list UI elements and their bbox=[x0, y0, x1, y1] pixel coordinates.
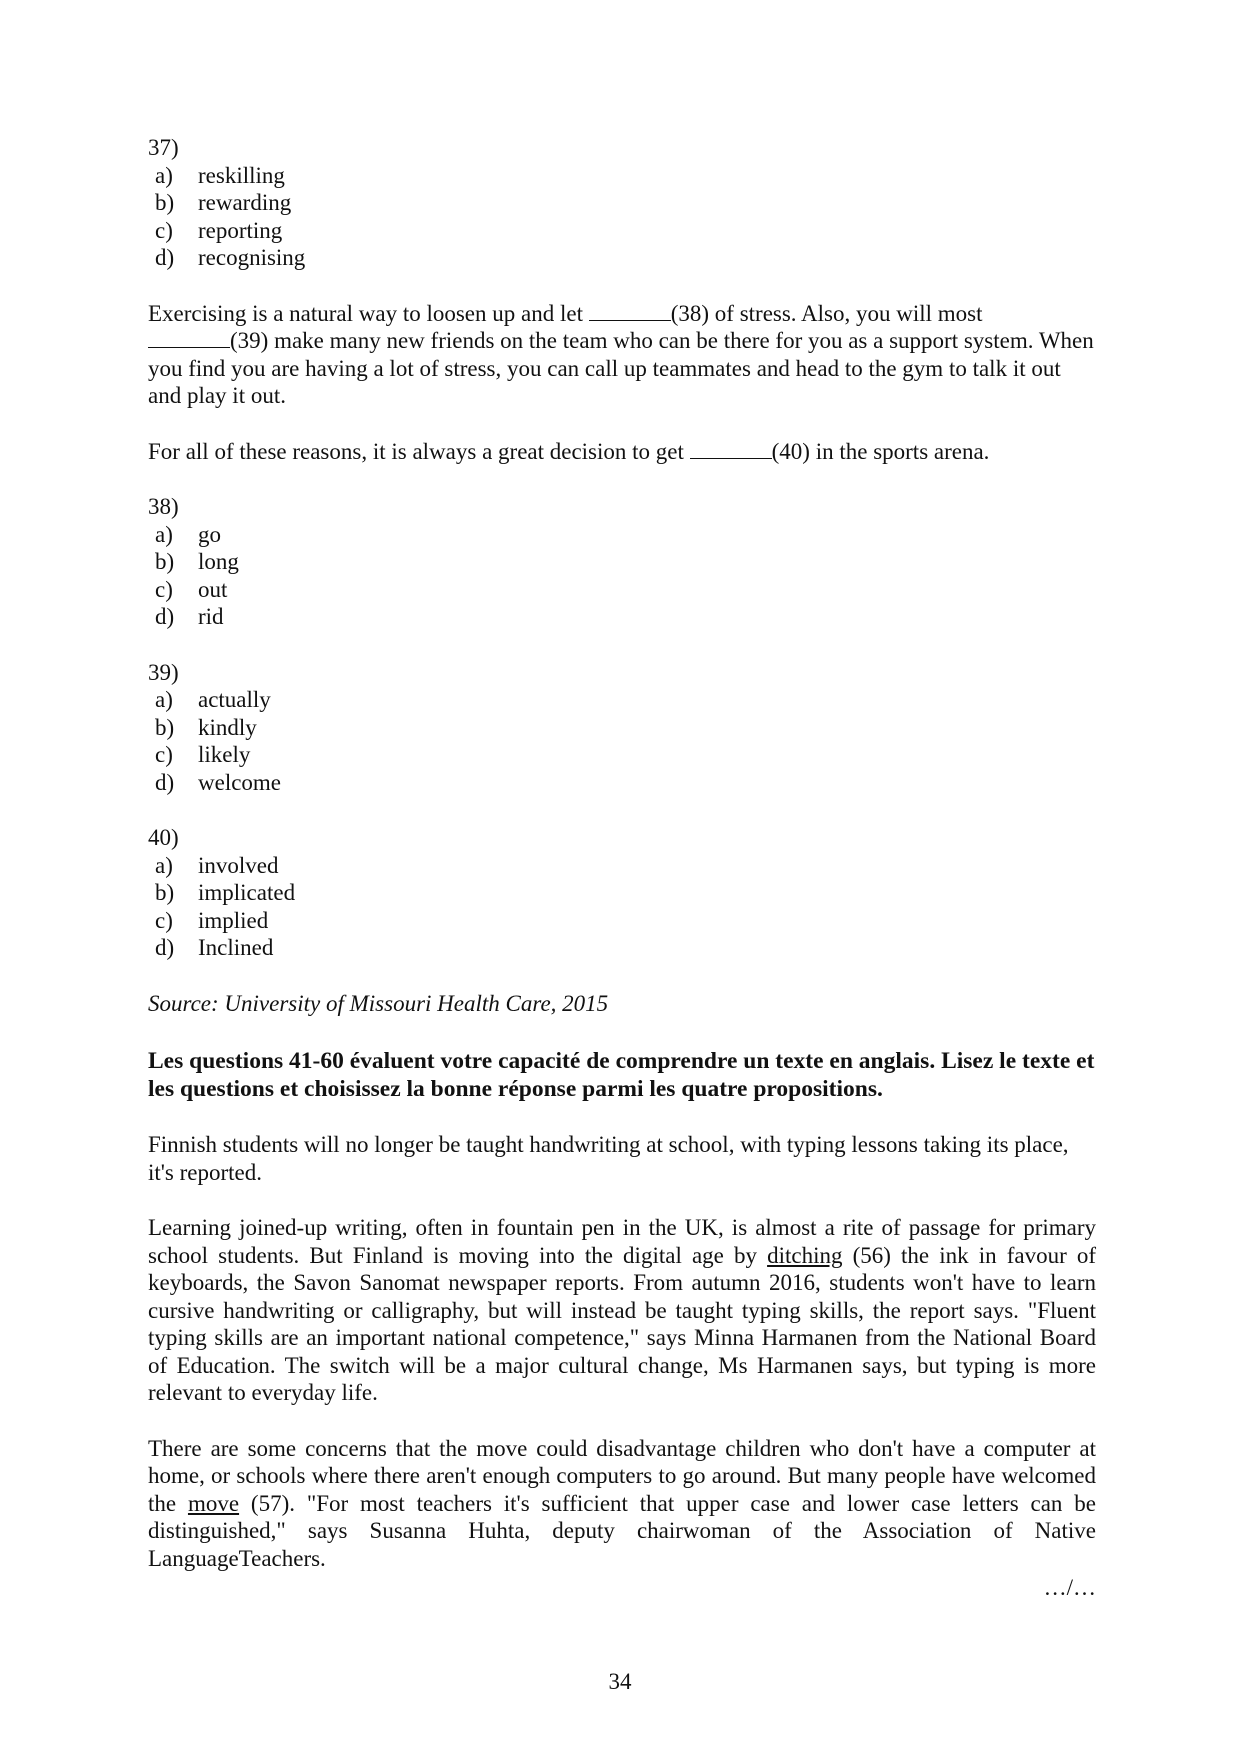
option-b: b) rewarding bbox=[155, 190, 292, 215]
option-c: c) implied bbox=[155, 907, 269, 933]
option-c: c) reporting bbox=[155, 217, 283, 243]
question-number: 40) bbox=[148, 825, 179, 850]
option-b: b) long bbox=[155, 549, 239, 574]
passage-paragraph-stress: Exercising is a natural way to loosen up and let (38) of stress. Also, you will most (39) make many new friends on the team who can be there for you as a support system. When you find you are having a lot of stress, you can call up teammates and head to the gym to talk it out and play it out. bbox=[148, 300, 1094, 408]
page-number: 34 bbox=[608, 1669, 632, 1694]
reading-paragraph-2: Learning joined-up writing, often in fountain pen in the UK, is almost a rite of passage for primary school students. But Finland is moving into the digital age by ditching (56) the ink in favour of keyboards, the Savon Sanomat newspaper reports. From autumn 2016, students won't have to learn cursive handwriting or calligraphy, but will instead be taught typing skills, the report says. "Fluent typing skills are an important national competence," says Minna Harmanen from the National Board of Education. The switch will be a major cultural change, Ms Harmanen says, but typing is more relevant to everyday life. bbox=[148, 1215, 1096, 1405]
passage-paragraph-reasons: For all of these reasons, it is always a great decision to get (40) in the sports arena. bbox=[148, 438, 990, 464]
option-d: d) Inclined bbox=[155, 935, 274, 960]
option-list bbox=[148, 852, 1096, 962]
option-b: b) kindly bbox=[155, 714, 257, 740]
continuation-marker: …/… bbox=[1043, 1575, 1096, 1600]
option-list bbox=[148, 162, 1096, 272]
option-a: a) involved bbox=[155, 852, 279, 878]
reading-paragraph-1: Finnish students will no longer be taught handwriting at school, with typing lessons taking its place, it's reported. bbox=[148, 1132, 1069, 1185]
blank-38 bbox=[589, 300, 671, 321]
underlined-word-move: move bbox=[187, 1490, 240, 1516]
question-number: 37) bbox=[148, 135, 179, 160]
blank-40 bbox=[690, 438, 772, 459]
option-d: d) welcome bbox=[155, 769, 282, 795]
section-instructions: Les questions 41-60 évaluent votre capacité de comprendre un texte en anglais. Lisez le texte et les questions et choisissez la bonne réponse parmi les quatre propositions. bbox=[148, 1048, 1095, 1102]
question-38 bbox=[148, 493, 1096, 631]
source-citation: Source: University of Missouri Health Care, 2015 bbox=[148, 990, 609, 1016]
option-a: a) reskilling bbox=[155, 162, 285, 188]
option-b: b) implicated bbox=[155, 880, 296, 905]
option-list bbox=[148, 521, 1096, 631]
option-a: a) go bbox=[155, 521, 221, 547]
option-d: d) rid bbox=[155, 604, 224, 629]
reading-paragraph-3: There are some concerns that the move could disadvantage children who don't have a computer at home, or schools where there aren't enough computers to go around. But many people have welcomed the move (57). "For most teachers it's sufficient that upper case and lower case letters can be distinguished," says Susanna Huhta, deputy chairwoman of the Association of Native LanguageTeachers. bbox=[148, 1435, 1096, 1571]
option-list bbox=[148, 686, 1096, 796]
page-content bbox=[148, 134, 1096, 1602]
question-40 bbox=[148, 824, 1096, 962]
option-d: d) recognising bbox=[155, 245, 306, 270]
option-a: a) actually bbox=[155, 687, 271, 712]
question-number: 39) bbox=[148, 659, 179, 685]
question-37 bbox=[148, 134, 1096, 272]
option-c: c) out bbox=[155, 576, 228, 602]
blank-39 bbox=[148, 327, 230, 348]
question-39 bbox=[148, 659, 1096, 797]
question-number: 38) bbox=[148, 494, 179, 519]
underlined-word-ditching: ditching bbox=[767, 1242, 843, 1268]
option-c: c) likely bbox=[155, 742, 251, 767]
